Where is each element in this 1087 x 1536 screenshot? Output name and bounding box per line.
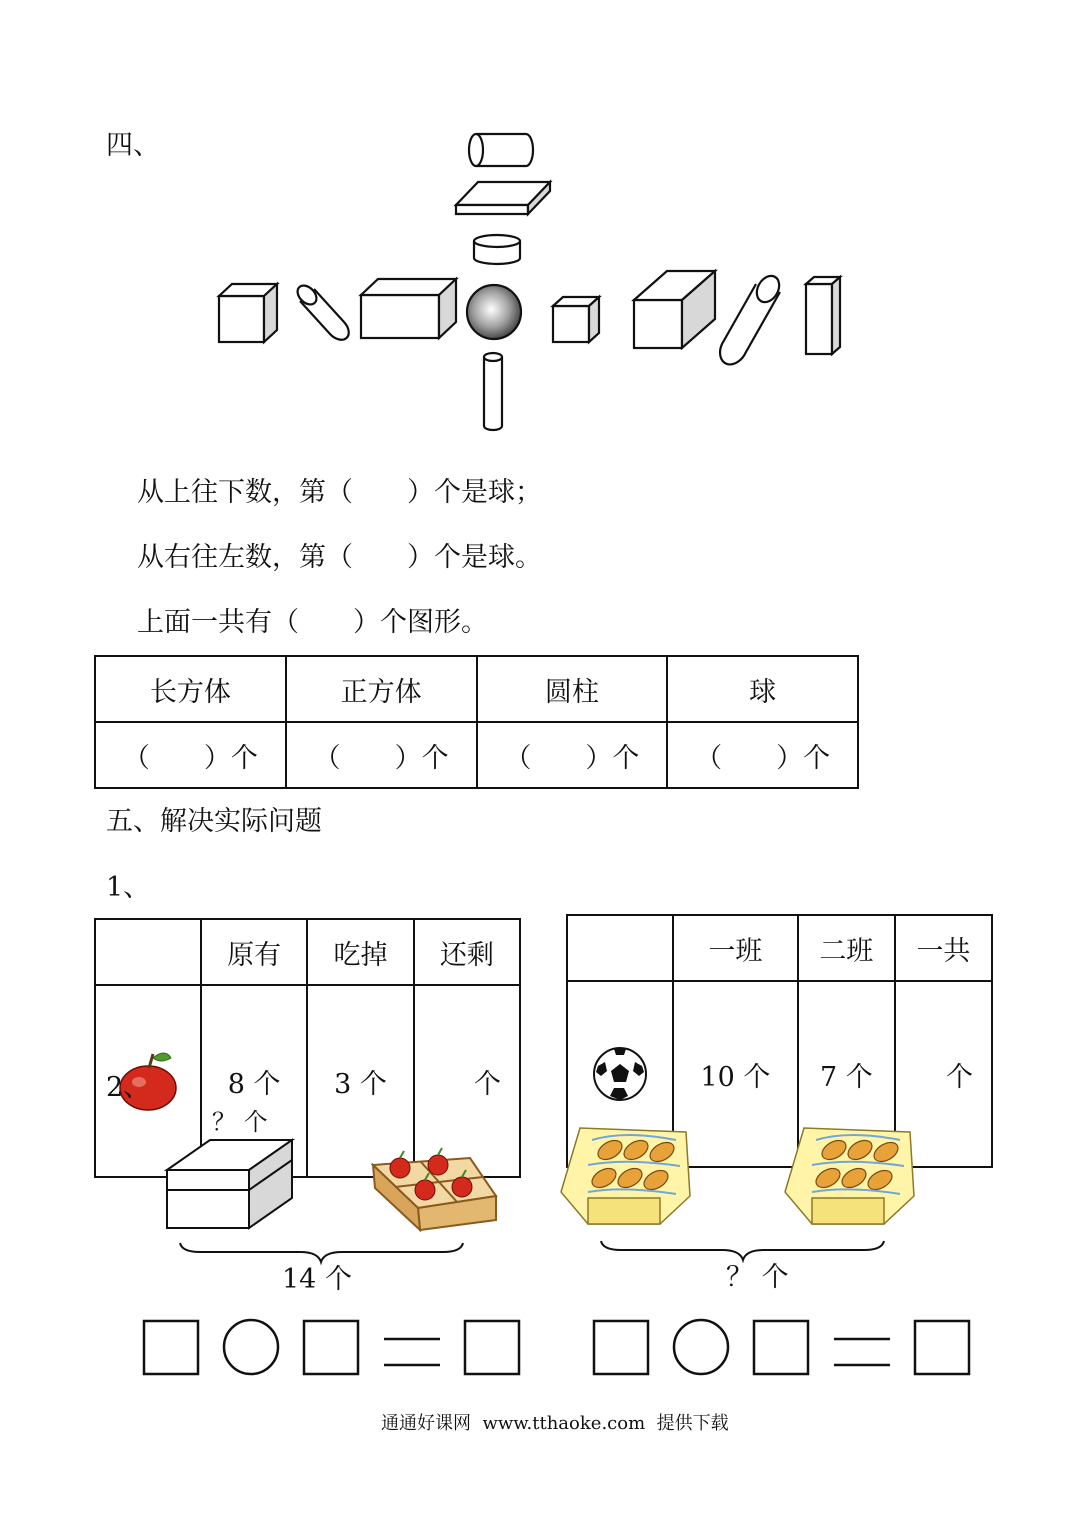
question-right-to-left: 从右往左数，第（ ）个是球。 <box>137 542 542 573</box>
header-remaining: 还剩 <box>414 919 520 985</box>
question-total-shapes: 上面一共有（ ）个图形。 <box>137 607 488 638</box>
header-total: 一共 <box>895 915 992 981</box>
section-number-4: 四、 <box>106 130 160 161</box>
problem-number-1: 1、 <box>106 872 151 903</box>
operator-circle-icon <box>224 1320 278 1374</box>
question-top-to-bottom: 从上往下数，第（ ）个是球； <box>137 477 542 508</box>
header-cube: 正方体 <box>286 656 477 722</box>
brace-icon <box>180 1243 463 1262</box>
total-count: 个 <box>895 981 992 1167</box>
equals-sign-icon <box>384 1339 440 1365</box>
class-two-count: 7 个 <box>798 981 895 1167</box>
right-total-label: ？ 个 <box>726 1262 789 1293</box>
section-title-5: 五、解决实际问题 <box>106 806 322 837</box>
header-class-two: 二班 <box>798 915 895 981</box>
answer-square-icon <box>594 1321 648 1374</box>
operator-circle-icon <box>674 1320 728 1374</box>
answer-square-icon <box>915 1321 969 1374</box>
answer-cuboid: （ ）个 <box>95 722 286 788</box>
brace-icon <box>601 1241 884 1260</box>
unknown-box-label: ？ 个 <box>212 1108 268 1136</box>
apple-crate-icon <box>373 1148 496 1230</box>
bread-basket-icon <box>785 1128 914 1224</box>
box-icon <box>167 1140 292 1228</box>
answer-square-icon <box>144 1321 198 1374</box>
header-sphere: 球 <box>667 656 858 722</box>
header-eaten: 吃掉 <box>307 919 413 985</box>
footer-credit: 通通好课网 www.tthaoke.com 提供下载 <box>381 1413 729 1434</box>
equals-sign-icon <box>834 1339 890 1365</box>
answer-square-icon <box>304 1321 358 1374</box>
header-cylinder: 圆柱 <box>477 656 668 722</box>
header-cuboid: 长方体 <box>95 656 286 722</box>
answer-cylinder: （ ）个 <box>477 722 668 788</box>
apple-original: 8 个 <box>201 985 307 1177</box>
apple-remaining: 个 <box>414 985 520 1177</box>
bread-basket-icon <box>561 1128 690 1224</box>
left-total-label: 14 个 <box>282 1264 352 1295</box>
answer-cube: （ ）个 <box>286 722 477 788</box>
problem-number-2: 2、 <box>106 1072 151 1103</box>
header-original: 原有 <box>201 919 307 985</box>
apple-eaten: 3 个 <box>307 985 413 1177</box>
answer-square-icon <box>754 1321 808 1374</box>
header-class-one: 一班 <box>673 915 798 981</box>
answer-sphere: （ ）个 <box>667 722 858 788</box>
answer-square-icon <box>465 1321 519 1374</box>
class-one-count: 10 个 <box>673 981 798 1167</box>
